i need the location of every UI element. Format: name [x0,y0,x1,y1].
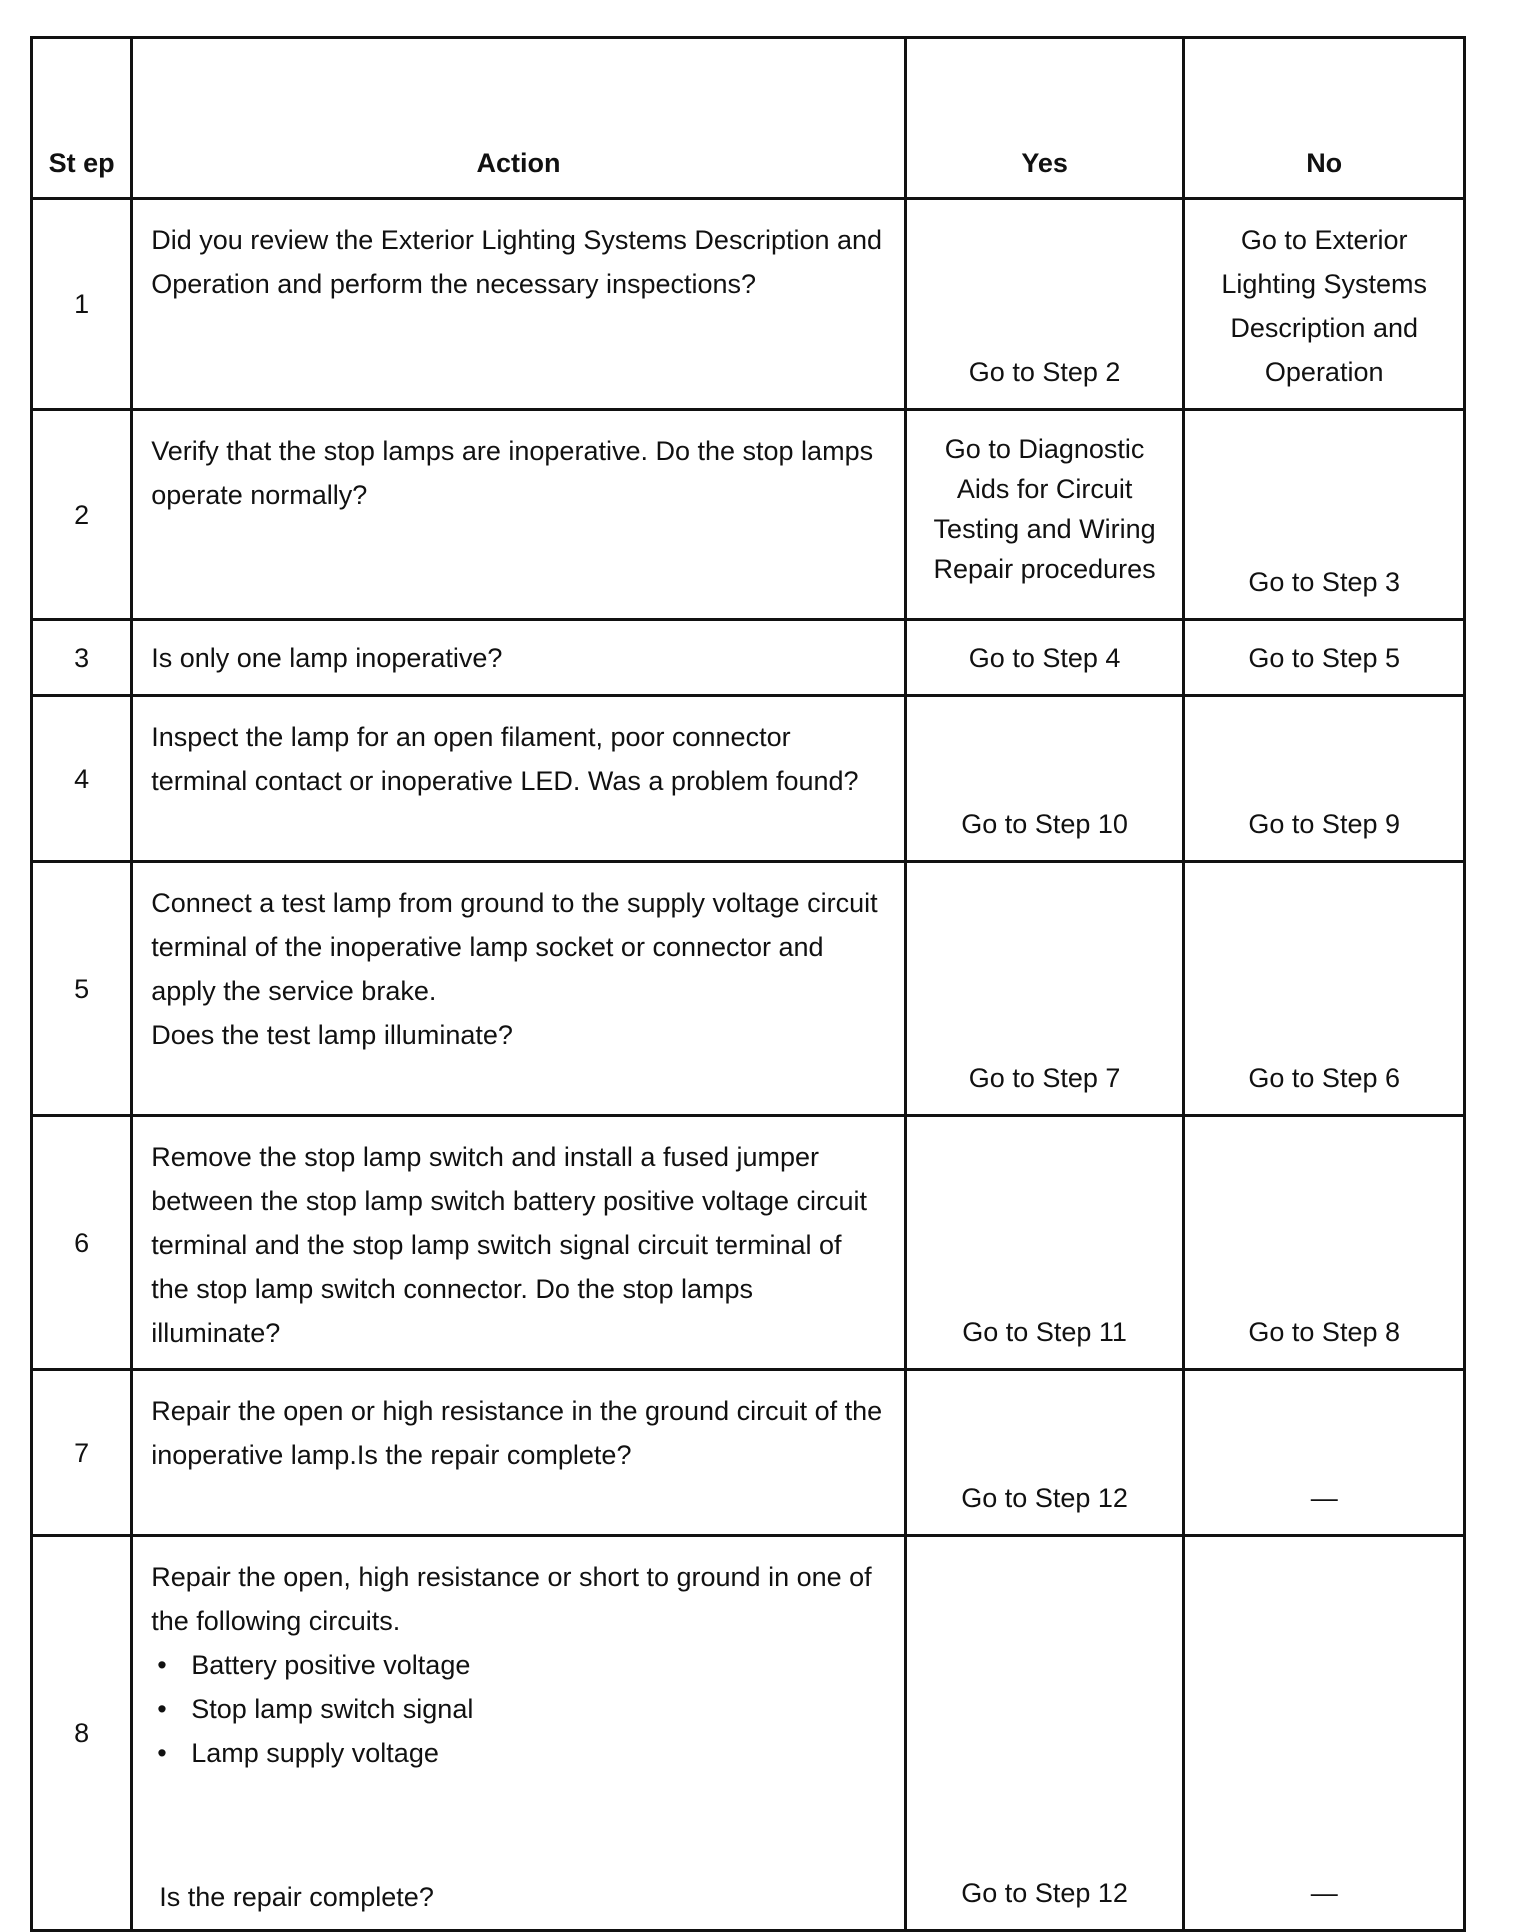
yes-result: Go to Step 11 [905,1116,1184,1370]
table-row [32,862,1465,1116]
circuit-list [151,1643,886,1775]
list-item: • Battery positive voltage [151,1643,886,1687]
yes-result: Go to Step 12 [905,1536,1184,1931]
action-text: Remove the stop lamp switch and install a fused jumper between the stop lamp switch battery positive voltage circuit terminal and the stop lamp switch signal circuit terminal of the stop lamp switch connector. Do the stop lamps illuminate? [132,1116,906,1370]
table-row [32,1370,1465,1536]
step-number: 4 [32,696,132,862]
table-row [32,1116,1465,1370]
no-result: Go to Step 8 [1184,1116,1465,1370]
action-cell [132,862,906,1116]
yes-result: Go to Step 2 [905,199,1184,410]
step-number: 7 [32,1370,132,1536]
table-row [32,199,1465,410]
list-item: • Lamp supply voltage [151,1731,886,1775]
yes-result: Go to Step 4 [905,620,1184,696]
step-number: 3 [32,620,132,696]
table-row [32,620,1465,696]
header-no: No [1184,38,1465,199]
action-cell [132,1536,906,1931]
yes-result: Go to Diagnostic Aids for Circuit Testing and Wiring Repair procedures [905,410,1184,620]
table-row [32,1536,1465,1931]
no-result: — [1184,1370,1465,1536]
action-text: Is only one lamp inoperative? [132,620,906,696]
no-result: Go to Step 5 [1184,620,1465,696]
no-result: — [1184,1536,1465,1931]
action-text: Repair the open or high resistance in the ground circuit of the inoperative lamp.Is the repair complete? [132,1370,906,1536]
yes-result: Go to Step 12 [905,1370,1184,1536]
no-result: Go to Exterior Lighting Systems Description and Operation [1184,199,1465,410]
action-question: Is the repair complete? [159,1882,434,1912]
yes-result: Go to Step 10 [905,696,1184,862]
action-text: Repair the open, high resistance or short to ground in one of the following circuits. [151,1562,872,1636]
action-text: Inspect the lamp for an open filament, poor connector terminal contact or inoperative LED. Was a problem found? [132,696,906,862]
step-number: 1 [32,199,132,410]
step-number: 5 [32,862,132,1116]
table-row [32,696,1465,862]
no-result: Go to Step 3 [1184,410,1465,620]
yes-result: Go to Step 7 [905,862,1184,1116]
step-number: 6 [32,1116,132,1370]
step-number: 2 [32,410,132,620]
table-header-row [32,38,1465,199]
step-number: 8 [32,1536,132,1931]
action-text: Did you review the Exterior Lighting Systems Description and Operation and perform the necessary inspections? [132,199,906,410]
no-result: Go to Step 6 [1184,862,1465,1116]
diagnostic-table [30,36,1466,1932]
header-step: St ep [32,38,132,199]
header-yes: Yes [905,38,1184,199]
action-text: Connect a test lamp from ground to the supply voltage circuit terminal of the inoperative lamp socket or connector and apply the service brake. [151,888,878,1006]
header-action: Action [132,38,906,199]
action-question: Does the test lamp illuminate? [151,1020,513,1050]
action-text: Verify that the stop lamps are inoperative. Do the stop lamps operate normally? [132,410,906,620]
list-item: • Stop lamp switch signal [151,1687,886,1731]
no-result: Go to Step 9 [1184,696,1465,862]
table-row [32,410,1465,620]
